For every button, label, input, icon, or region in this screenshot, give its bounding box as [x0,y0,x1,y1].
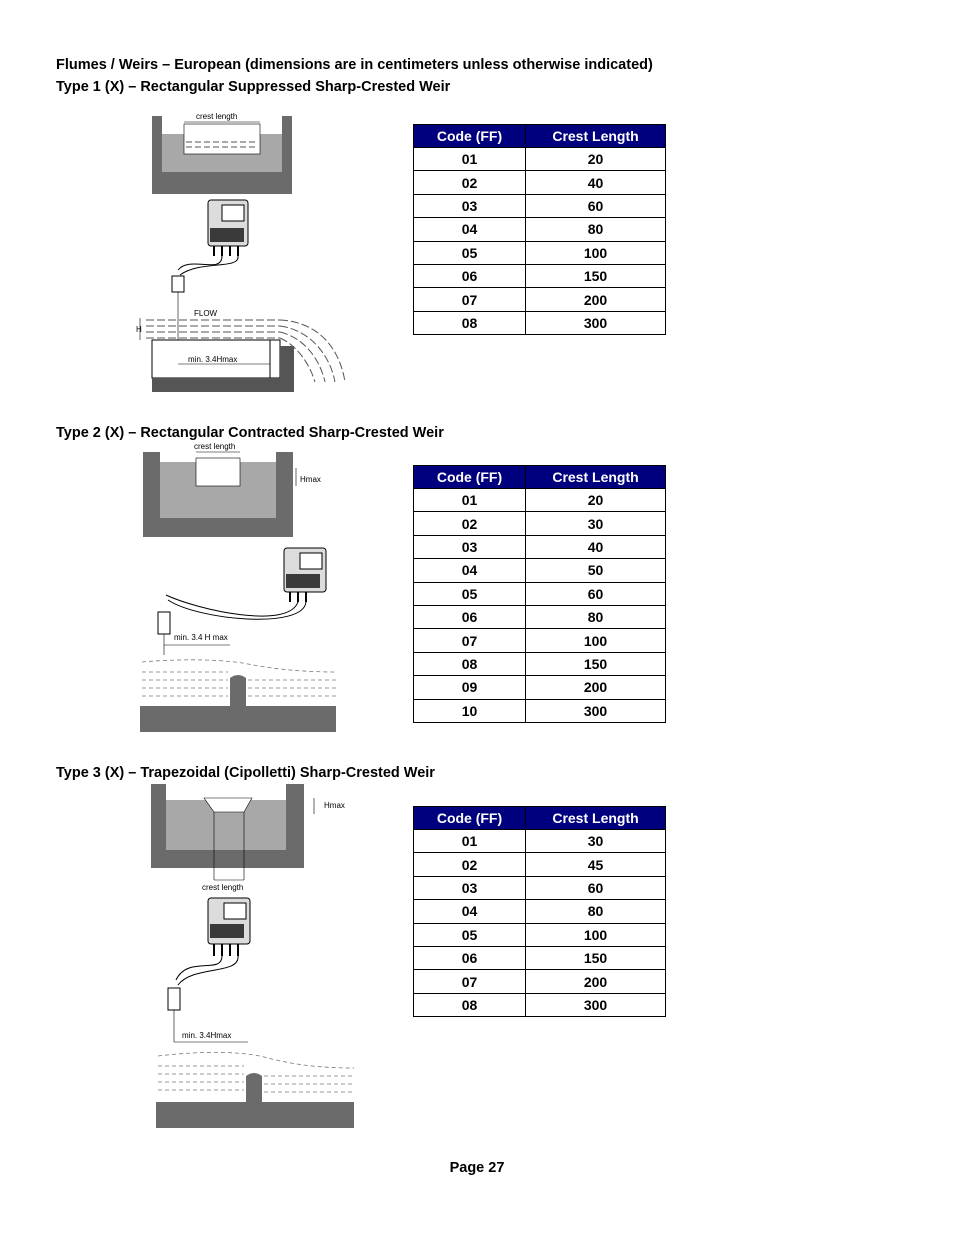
table-row [414,853,666,876]
table-row [414,512,666,535]
transmitter-icon [208,200,248,256]
sensor-icon [172,276,184,292]
cell-code: 07 [414,629,526,652]
cell-code: 02 [414,853,526,876]
table-row [414,699,666,722]
table-row [414,970,666,993]
table-row [414,148,666,171]
cell-length: 60 [526,582,666,605]
header-code: Code (FF) [414,466,526,489]
cell-length: 30 [526,512,666,535]
cell-length: 80 [526,218,666,241]
cell-code: 04 [414,559,526,582]
flow-label: FLOW [194,309,218,318]
hmax-label: Hmax [324,801,345,810]
code-table-type-1 [413,124,666,335]
cell-code: 08 [414,652,526,675]
cell-code: 07 [414,970,526,993]
table-row [414,264,666,287]
table-row [414,489,666,512]
cell-length: 150 [526,946,666,969]
transmitter-icon [208,898,250,956]
weir-diagram-type-2 [138,440,358,735]
section-3-heading: Type 3 (X) – Trapezoidal (Cipolletti) Sharp-Crested Weir [56,765,435,781]
cell-code: 05 [414,923,526,946]
code-table-type-2 [413,465,666,723]
section-2-heading: Type 2 (X) – Rectangular Contracted Sharp-Crested Weir [56,425,444,441]
code-table-type-3 [413,806,666,1017]
cell-length: 40 [526,535,666,558]
cell-length: 150 [526,652,666,675]
cell-length: 300 [526,993,666,1016]
cell-length: 50 [526,559,666,582]
cell-code: 04 [414,218,526,241]
cell-length: 300 [526,699,666,722]
sensor-icon [168,988,180,1010]
sensor-icon [158,612,170,634]
cell-length: 100 [526,629,666,652]
cell-length: 60 [526,876,666,899]
cell-code: 07 [414,288,526,311]
header-crest-length: Crest Length [526,466,666,489]
cell-code: 08 [414,311,526,334]
cell-length: 30 [526,830,666,853]
cell-length: 200 [526,676,666,699]
hmax-label: Hmax [300,475,321,484]
cell-code: 03 [414,535,526,558]
min-distance-label: min. 3.4Hmax [188,355,238,364]
weir-diagram-type-1 [130,110,360,400]
cell-code: 08 [414,993,526,1016]
table-row [414,993,666,1016]
table-row [414,605,666,628]
cell-length: 60 [526,194,666,217]
cell-code: 10 [414,699,526,722]
min-distance-label: min. 3.4 H max [174,633,228,642]
cell-code: 01 [414,830,526,853]
header-crest-length: Crest Length [526,807,666,830]
table-row [414,676,666,699]
cell-code: 05 [414,241,526,264]
crest-length-label: crest length [202,883,244,892]
header-code: Code (FF) [414,125,526,148]
cell-code: 01 [414,148,526,171]
cell-code: 04 [414,900,526,923]
table-row [414,652,666,675]
page-number: Page 27 [449,1160,505,1176]
table-row [414,582,666,605]
cell-length: 80 [526,900,666,923]
cell-length: 40 [526,171,666,194]
cell-length: 100 [526,923,666,946]
table-row [414,946,666,969]
cell-code: 02 [414,171,526,194]
transmitter-icon [284,548,326,602]
table-row [414,876,666,899]
cell-code: 03 [414,194,526,217]
cell-code: 05 [414,582,526,605]
table-row [414,218,666,241]
cell-length: 200 [526,970,666,993]
cell-code: 01 [414,489,526,512]
cell-length: 80 [526,605,666,628]
cell-length: 200 [526,288,666,311]
table-row [414,194,666,217]
crest-length-label: crest length [196,112,238,121]
table-row [414,900,666,923]
cell-length: 100 [526,241,666,264]
cell-length: 45 [526,853,666,876]
table-row [414,288,666,311]
table-row [414,830,666,853]
table-row [414,535,666,558]
cell-code: 06 [414,946,526,969]
weir-diagram-type-3 [148,780,368,1132]
cell-code: 03 [414,876,526,899]
table-row [414,923,666,946]
cell-code: 09 [414,676,526,699]
table-row [414,241,666,264]
crest-length-label: crest length [194,442,236,451]
cell-code: 06 [414,264,526,287]
table-row [414,171,666,194]
cell-length: 300 [526,311,666,334]
table-row [414,629,666,652]
cell-code: 06 [414,605,526,628]
h-label: H [136,325,142,334]
cell-length: 150 [526,264,666,287]
min-distance-label: min. 3.4Hmax [182,1031,232,1040]
header-crest-length: Crest Length [526,125,666,148]
table-row [414,559,666,582]
page-title: Flumes / Weirs – European (dimensions are in centimeters unless otherwise indicated) [56,57,653,73]
section-1-heading: Type 1 (X) – Rectangular Suppressed Sharp-Crested Weir [56,79,451,95]
cell-length: 20 [526,148,666,171]
table-row [414,311,666,334]
cell-code: 02 [414,512,526,535]
header-code: Code (FF) [414,807,526,830]
cell-length: 20 [526,489,666,512]
